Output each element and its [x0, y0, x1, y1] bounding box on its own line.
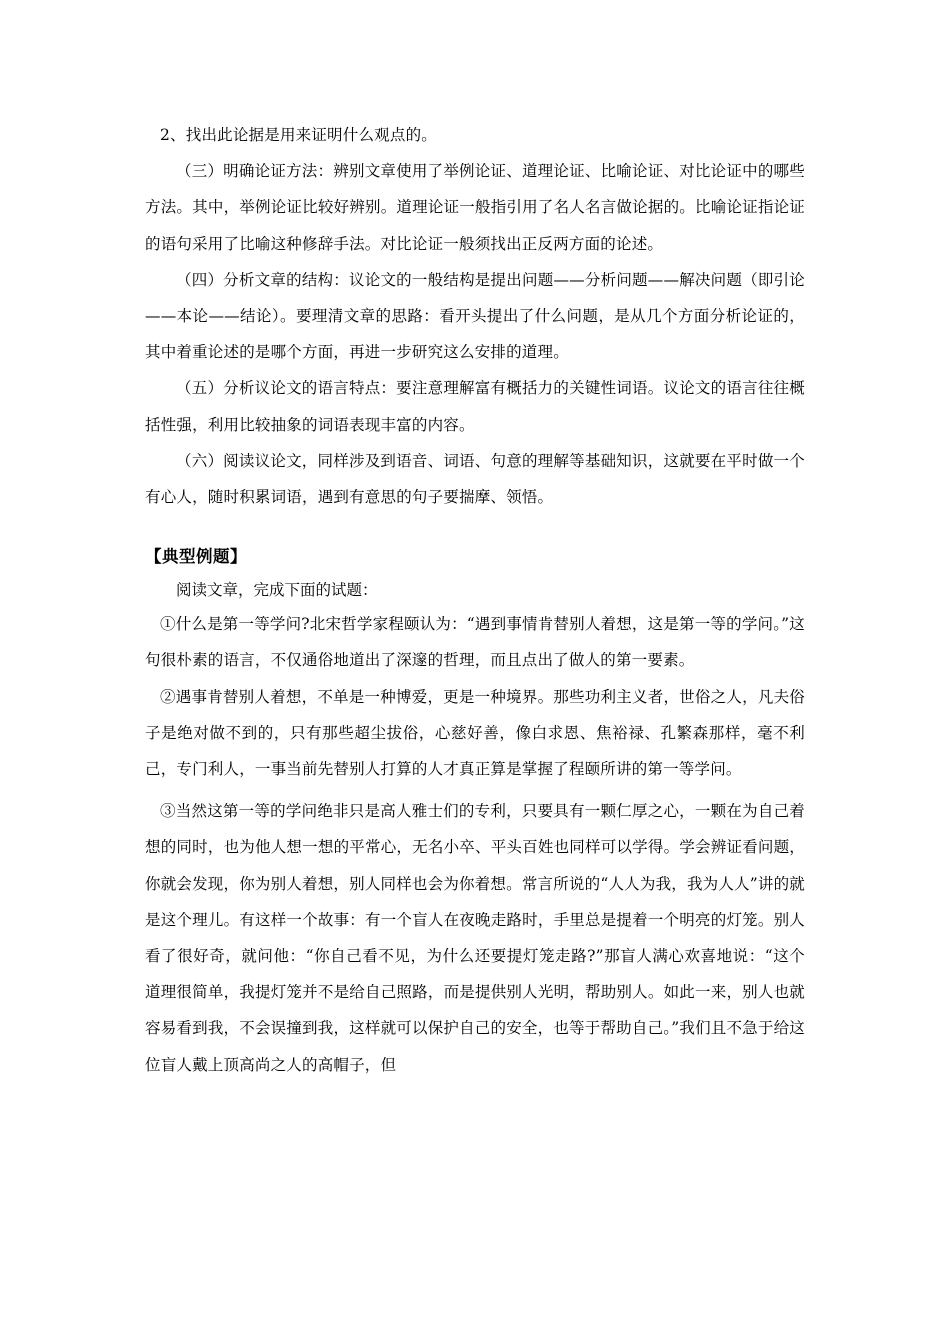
method-point-argument-methods: （三）明确论证方法：辨别文章使用了举例论证、道理论证、比喻论证、对比论证中的哪些方法。其中，举例论证比较好辨别。道理论证一般指引用了名人名言做论据的。比喻论证指论证的语句采用了比喻这种修辞手法。对比论证一般须找出正反两方面的论述。 [145, 162, 805, 253]
passage-paragraph-2: ②遇事肯替别人着想，不单是一种博爱，更是一种境界。那些功利主义者，世俗之人，凡夫俗子是绝对做不到的，只有那些超尘拔俗，心慈好善，像白求恩、焦裕禄、孔繁森那样，毫不利己，专门利人，一事当前先替别人打算的人才真正算是掌握了程颐所讲的第一等学问。 [145, 687, 805, 779]
passage-paragraph-1: ①什么是第一等学问?北宋哲学家程颐认为：“遇到事情肯替别人着想，这是第一等的学问。”这句很朴素的语言，不仅通俗地道出了深邃的哲理，而且点出了做人的第一要素。 [145, 615, 806, 670]
example-heading: 【典型例题】 [145, 547, 247, 567]
method-point-basics: （六）阅读议论文，同样涉及到语音、词语、句意的理解等基础知识，这就要在平时做一个有心人，随时积累词语，遇到有意思的句子要揣摩、领悟。 [145, 451, 805, 507]
method-point-structure: （四）分析文章的结构：议论文的一般结构是提出问题——分析问题——解决问题（即引论——本论——结论）。要理清文章的思路：看开头提出了什么问题，是从几个方面分析论证的，其中着重论述的是哪个方面，再进一步研究这么安排的道理。 [145, 270, 805, 362]
method-point-2: 2、找出此论据是用来证明什么观点的。 [160, 126, 437, 144]
document-page [145, 117, 805, 1083]
section-gap [145, 515, 805, 539]
example-intro: 阅读文章，完成下面的试题： [176, 581, 378, 600]
method-point-language: （五）分析议论文的语言特点：要注意理解富有概括力的关键性词语。议论文的语言往往概括性强，利用比较抽象的词语表现丰富的内容。 [145, 379, 805, 434]
passage-paragraph-3: ③当然这第一等的学问绝非只是高人雅士们的专利，只要具有一颗仁厚之心，一颗在为自己着想的同时，也为他人想一想的平常心，无名小卒、平头百姓也同样可以学得。学会辨证看问题，你就会发现，你为别人着想，别人同样也会为你着想。常言所说的“人人为我，我为人人”讲的就是这个理儿。有这样一个故事：有一个盲人在夜晚走路时，手里总是提着一个明亮的灯笼。别人看了很好奇，就问他：“你自己看不见，为什么还要提灯笼走路?”那盲人满心欢喜地说：“这个道理很简单，我提灯笼并不是给自己照路，而是提供别人光明，帮助别人。如此一来，别人也就容易看到我，不会误撞到我，这样就可以保护自己的安全，也等于帮助自己。”我们且不急于给这位盲人戴上顶高尚之人的高帽子，但 [145, 802, 805, 1074]
